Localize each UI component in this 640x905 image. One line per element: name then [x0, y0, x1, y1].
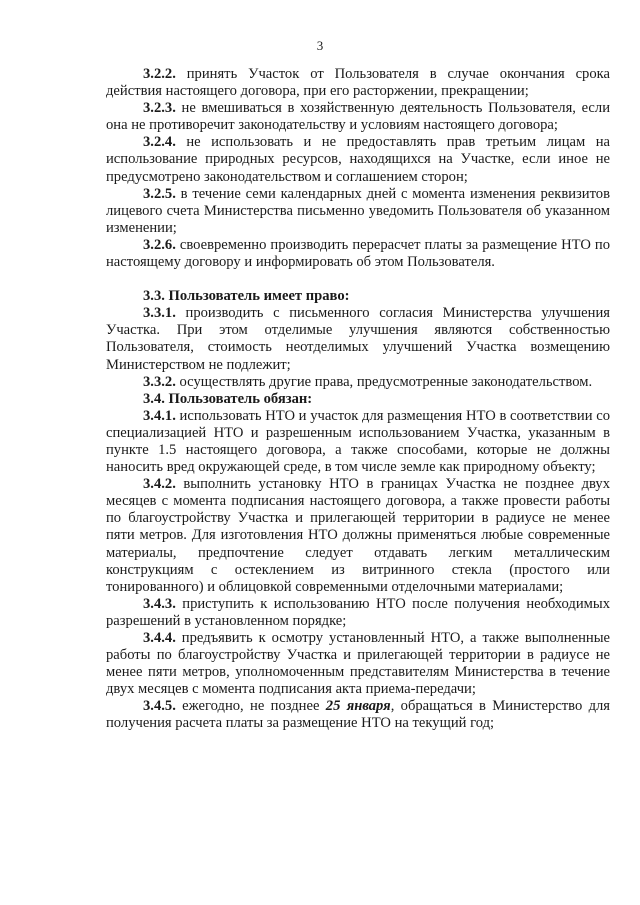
paragraph-spacer [106, 271, 610, 288]
section-heading-3-3: 3.3. Пользователь имеет право: [143, 288, 350, 305]
clause-number: 3.4.3. [143, 595, 176, 612]
section-heading-3-4: 3.4. Пользователь обязан: [143, 390, 313, 407]
clause-3-2-4 [106, 134, 610, 185]
clause-number: 3.2.4. [143, 134, 176, 151]
document-body [106, 66, 610, 733]
clause-3-2-2 [106, 66, 610, 100]
deadline-date: 25 января [325, 698, 391, 715]
clause-number: 3.2.3. [143, 100, 176, 117]
clause-number: 3.3.1. [143, 305, 176, 322]
clause-text: предъявить к осмотру установленный НТО, а также выполненные работы по благоустройству Участка и прилегающей территории в радиусе не менее пяти метров, уполномоченным представителям Министерства в течение двух месяцев с момента подписания акта приема-передачи; [106, 630, 610, 698]
clause-text: приступить к использованию НТО после получения необходимых разрешений в установленном порядке; [106, 595, 610, 629]
clause-text: осуществлять другие права, предусмотренные законодательством. [175, 373, 593, 390]
clause-number: 3.2.2. [143, 66, 176, 82]
clause-number: 3.2.6. [143, 236, 176, 253]
clause-3-4-1 [106, 408, 610, 476]
clause-text: выполнить установку НТО в границах Участка не позднее двух месяцев с момента подписания настоящего договора, а также провести работы по благоустройству Участка и прилегающей территории в радиусе не менее пяти метров. Для изготовления НТО должны применяться любые современные материалы, предпочтение следует отдавать легким металлическим конструкциям с остеклением из витринного стекла (простого или тонированного) и облицовкой современными отделочными материалами; [106, 476, 610, 595]
clause-3-3-2 [106, 374, 610, 391]
clause-text: не использовать и не предоставлять прав третьим лицам на использование природных ресурсов, находящихся на Участке, если иное не предусмотрено законодательством и соглашением сторон; [106, 134, 610, 185]
clause-text: использовать НТО и участок для размещения НТО в соответствии со специализацией НТО и разрешенным использованием Участка, указанным в пункте 1.5 настоящего договора, а также способами, которые не должны наносить вред окружающей среде, в том числе земле как природному объекту; [106, 407, 610, 476]
page-number: 3 [316, 38, 324, 53]
clause-3-2-5 [106, 186, 610, 237]
clause-number: 3.3.2. [143, 373, 176, 390]
clause-number: 3.2.5. [143, 185, 176, 202]
clause-number: 3.4.5. [143, 698, 176, 715]
clause-3-4-4 [106, 630, 610, 698]
clause-text: своевременно производить перерасчет платы за размещение НТО по настоящему договору и информировать об этом Пользователя. [106, 236, 610, 271]
clause-3-2-3 [106, 100, 610, 134]
clause-3-4-3 [106, 596, 610, 630]
clause-3-3-1 [106, 305, 610, 373]
clause-text-before: ежегодно, не позднее [175, 698, 326, 715]
clause-3-4-2 [106, 476, 610, 596]
clause-text-after: , обращаться в Министерство для получения расчета платы за размещение НТО на текущий год; [106, 698, 611, 732]
clause-text: не вмешиваться в хозяйственную деятельность Пользователя, если она не противоречит законодательству и условиям настоящего договора; [106, 100, 610, 134]
clause-text: в течение семи календарных дней с момента изменения реквизитов лицевого счета Министерства письменно уведомить Пользователя об указанном изменении; [106, 185, 610, 236]
clause-text: производить с письменного согласия Министерства улучшения Участка. При этом отделимые улучшения являются собственностью Пользователя, стоимость неотделимых улучшений Участка возмещению Министерством не подлежит; [106, 305, 610, 373]
clause-text: принять Участок от Пользователя в случае окончания срока действия настоящего договора, при его расторжении, прекращении; [106, 66, 610, 100]
clause-number: 3.4.4. [143, 630, 176, 646]
clause-3-4-5 [106, 698, 610, 732]
clause-number: 3.4.2. [143, 476, 176, 493]
clause-number: 3.4.1. [143, 407, 176, 424]
clause-3-2-6 [106, 237, 610, 271]
